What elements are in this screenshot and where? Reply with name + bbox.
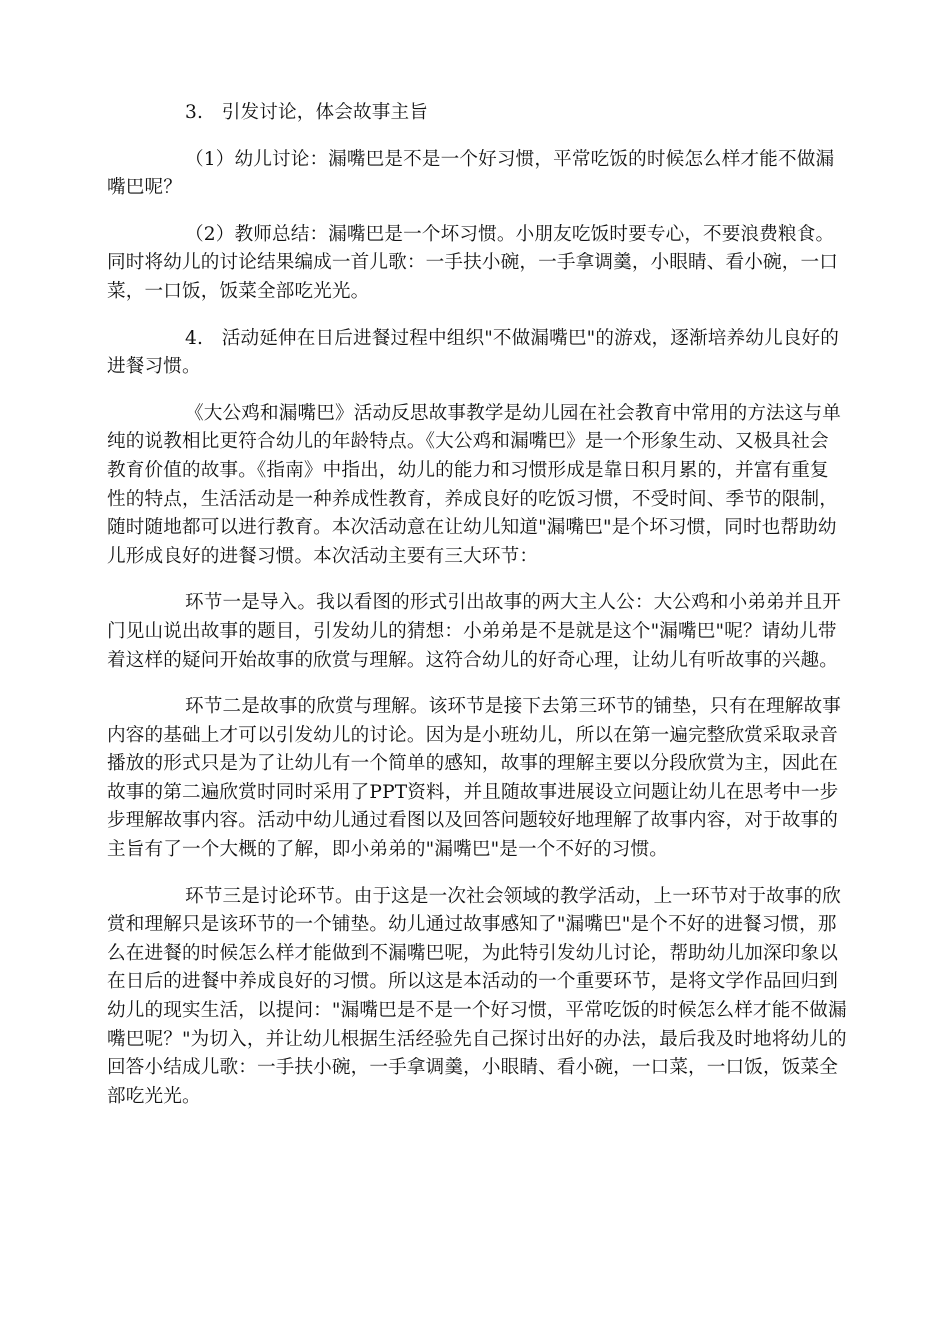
paragraph-gap [107, 128, 847, 146]
paragraph-gap [107, 865, 847, 883]
paragraph-gap [107, 382, 847, 400]
paragraph-gap [107, 203, 847, 221]
document-page [107, 99, 847, 1111]
section-one-paragraph: 环节一是导入。我以看图的形式引出故事的两大主人公：大公鸡和小弟弟并且开门见山说出故事的题目，引发幼儿的猜想：小弟弟是不是就是这个"漏嘴巴"呢？请幼儿带着这样的疑问开始故事的欣赏与理解。这符合幼儿的好奇心理，让幼儿有听故事的兴趣。 [107, 592, 842, 671]
section-three-paragraph: 环节三是讨论环节。由于这是一次社会领域的教学活动，上一环节对于故事的欣赏和理解只是该环节的一个铺垫。幼儿通过故事感知了"漏嘴巴"是个不好的进餐习惯，那么在进餐的时候怎么样才能做到不漏嘴巴呢，为此特引发幼儿讨论，帮助幼儿加深印象以在日后的进餐中养成良好的习惯。所以这是本活动的一个重要环节，是将文学作品回归到幼儿的现实生活，以提问："漏嘴巴是不是一个好习惯，平常吃饭的时候怎么样才能不做漏嘴巴呢？"为切入，并让幼儿根据生活经验先自己探讨出好的办法，最后我及时地将幼儿的回答小结成儿歌：一手扶小碗，一手拿调羹，小眼睛、看小碗，一口菜，一口饭，饭菜全部吃光光。 [107, 885, 847, 1107]
paragraph-gap [107, 571, 847, 589]
paragraph-gap [107, 675, 847, 693]
paragraph-gap [107, 307, 847, 325]
reflection-paragraph: 《大公鸡和漏嘴巴》活动反思故事教学是幼儿园在社会教育中常用的方法这与单纯的说教相比更符合幼儿的年龄特点。《大公鸡和漏嘴巴》是一个形象生动、又极具社会教育价值的故事。《指南》中指出，幼儿的能力和习惯形成是靠日积月累的，并富有重复性的特点，生活活动是一种养成性教育，养成良好的吃饭习惯，不受时间、季节的限制，随时随地都可以进行教育。本次活动意在让幼儿知道"漏嘴巴"是个坏习惯，同时也帮助幼儿形成良好的进餐习惯。本次活动主要有三大环节： [107, 402, 842, 567]
step-3-heading: 3. 引发讨论，体会故事主旨 [185, 102, 428, 123]
section-two-paragraph: 环节二是故事的欣赏与理解。该环节是接下去第三环节的铺垫，只有在理解故事内容的基础上才可以引发幼儿的讨论。因为是小班幼儿，所以在第一遍完整欣赏采取录音播放的形式只是为了让幼儿有一个简单的感知，故事的理解主要以分段欣赏为主，因此在故事的第二遍欣赏时同时采用了PPT资料，并且随故事进展设立问题让幼儿在思考中一步步理解故事内容。活动中幼儿通过看图以及回答问题较好地理解了故事内容，对于故事的主旨有了一个大概的了解，即小弟弟的"漏嘴巴"是一个不好的习惯。 [107, 696, 842, 861]
step-4-paragraph: 4. 活动延伸在日后进餐过程中组织"不做漏嘴巴"的游戏，逐渐培养幼儿良好的进餐习惯。 [107, 327, 839, 378]
child-discussion-paragraph: （1）幼儿讨论：漏嘴巴是不是一个好习惯，平常吃饭的时候怎么样才能不做漏嘴巴呢？ [107, 148, 835, 199]
teacher-summary-paragraph: （2）教师总结：漏嘴巴是一个坏习惯。小朋友吃饭时要专心，不要浪费粮食。同时将幼儿的讨论结果编成一首儿歌：一手扶小碗，一手拿调羹，小眼睛、看小碗，一口菜，一口饭，饭菜全部吃光光。 [107, 223, 839, 302]
